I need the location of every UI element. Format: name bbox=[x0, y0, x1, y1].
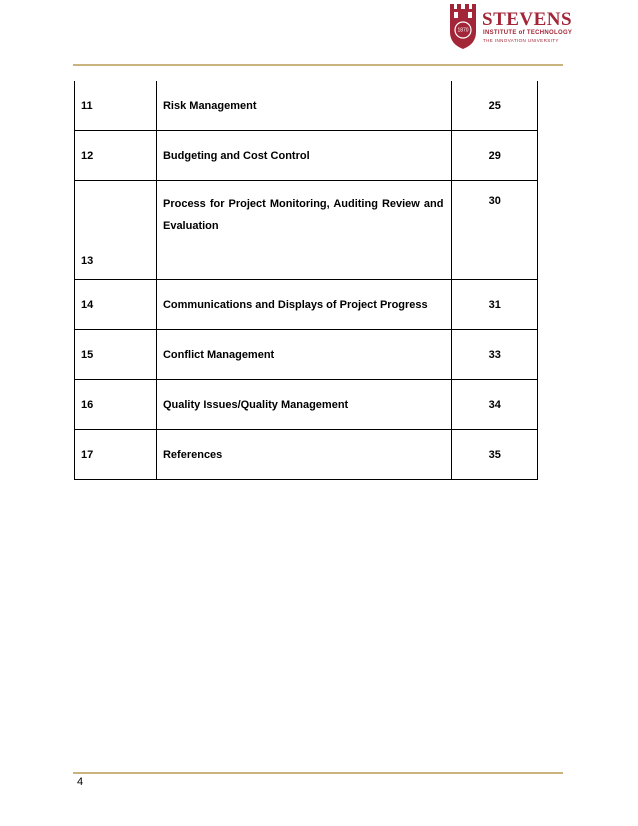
table-row bbox=[75, 131, 538, 181]
toc-number: 11 bbox=[75, 81, 157, 131]
stevens-logo bbox=[448, 2, 573, 52]
table-row bbox=[75, 380, 538, 430]
toc-title: Conflict Management bbox=[156, 330, 451, 380]
table-row bbox=[75, 330, 538, 380]
toc-title: References bbox=[156, 430, 451, 480]
toc-number: 14 bbox=[75, 280, 157, 330]
table-row bbox=[75, 430, 538, 480]
logo-tagline: THE INNOVATION UNIVERSITY bbox=[483, 38, 559, 43]
header-rule bbox=[73, 64, 563, 66]
toc-number: 15 bbox=[75, 330, 157, 380]
toc-number: 16 bbox=[75, 380, 157, 430]
table-row bbox=[75, 181, 538, 280]
toc-title: Risk Management bbox=[156, 81, 451, 131]
table-row bbox=[75, 280, 538, 330]
toc-title: Budgeting and Cost Control bbox=[156, 131, 451, 181]
toc-page: 30 bbox=[452, 181, 538, 280]
toc-page: 34 bbox=[452, 380, 538, 430]
toc-page: 35 bbox=[452, 430, 538, 480]
toc-title: Process for Project Monitoring, Auditing Review and Evaluation bbox=[156, 181, 451, 280]
toc-title: Quality Issues/Quality Management bbox=[156, 380, 451, 430]
toc-page: 29 bbox=[452, 131, 538, 181]
toc-number: 12 bbox=[75, 131, 157, 181]
logo-wordmark: STEVENS bbox=[482, 9, 573, 30]
seal-year: 1870 bbox=[457, 27, 469, 34]
toc-page: 31 bbox=[452, 280, 538, 330]
page-number: 4 bbox=[77, 776, 84, 788]
logo-subtitle: INSTITUTE of TECHNOLOGY bbox=[483, 30, 573, 36]
toc-number: 17 bbox=[75, 430, 157, 480]
table-of-contents bbox=[74, 81, 538, 480]
footer-rule bbox=[73, 772, 563, 774]
toc-title: Communications and Displays of Project Progress bbox=[156, 280, 451, 330]
toc-number: 13 bbox=[75, 181, 157, 280]
seal-year-text bbox=[448, 2, 478, 50]
toc-page: 25 bbox=[452, 81, 538, 131]
toc-page: 33 bbox=[452, 330, 538, 380]
table-row bbox=[75, 81, 538, 131]
